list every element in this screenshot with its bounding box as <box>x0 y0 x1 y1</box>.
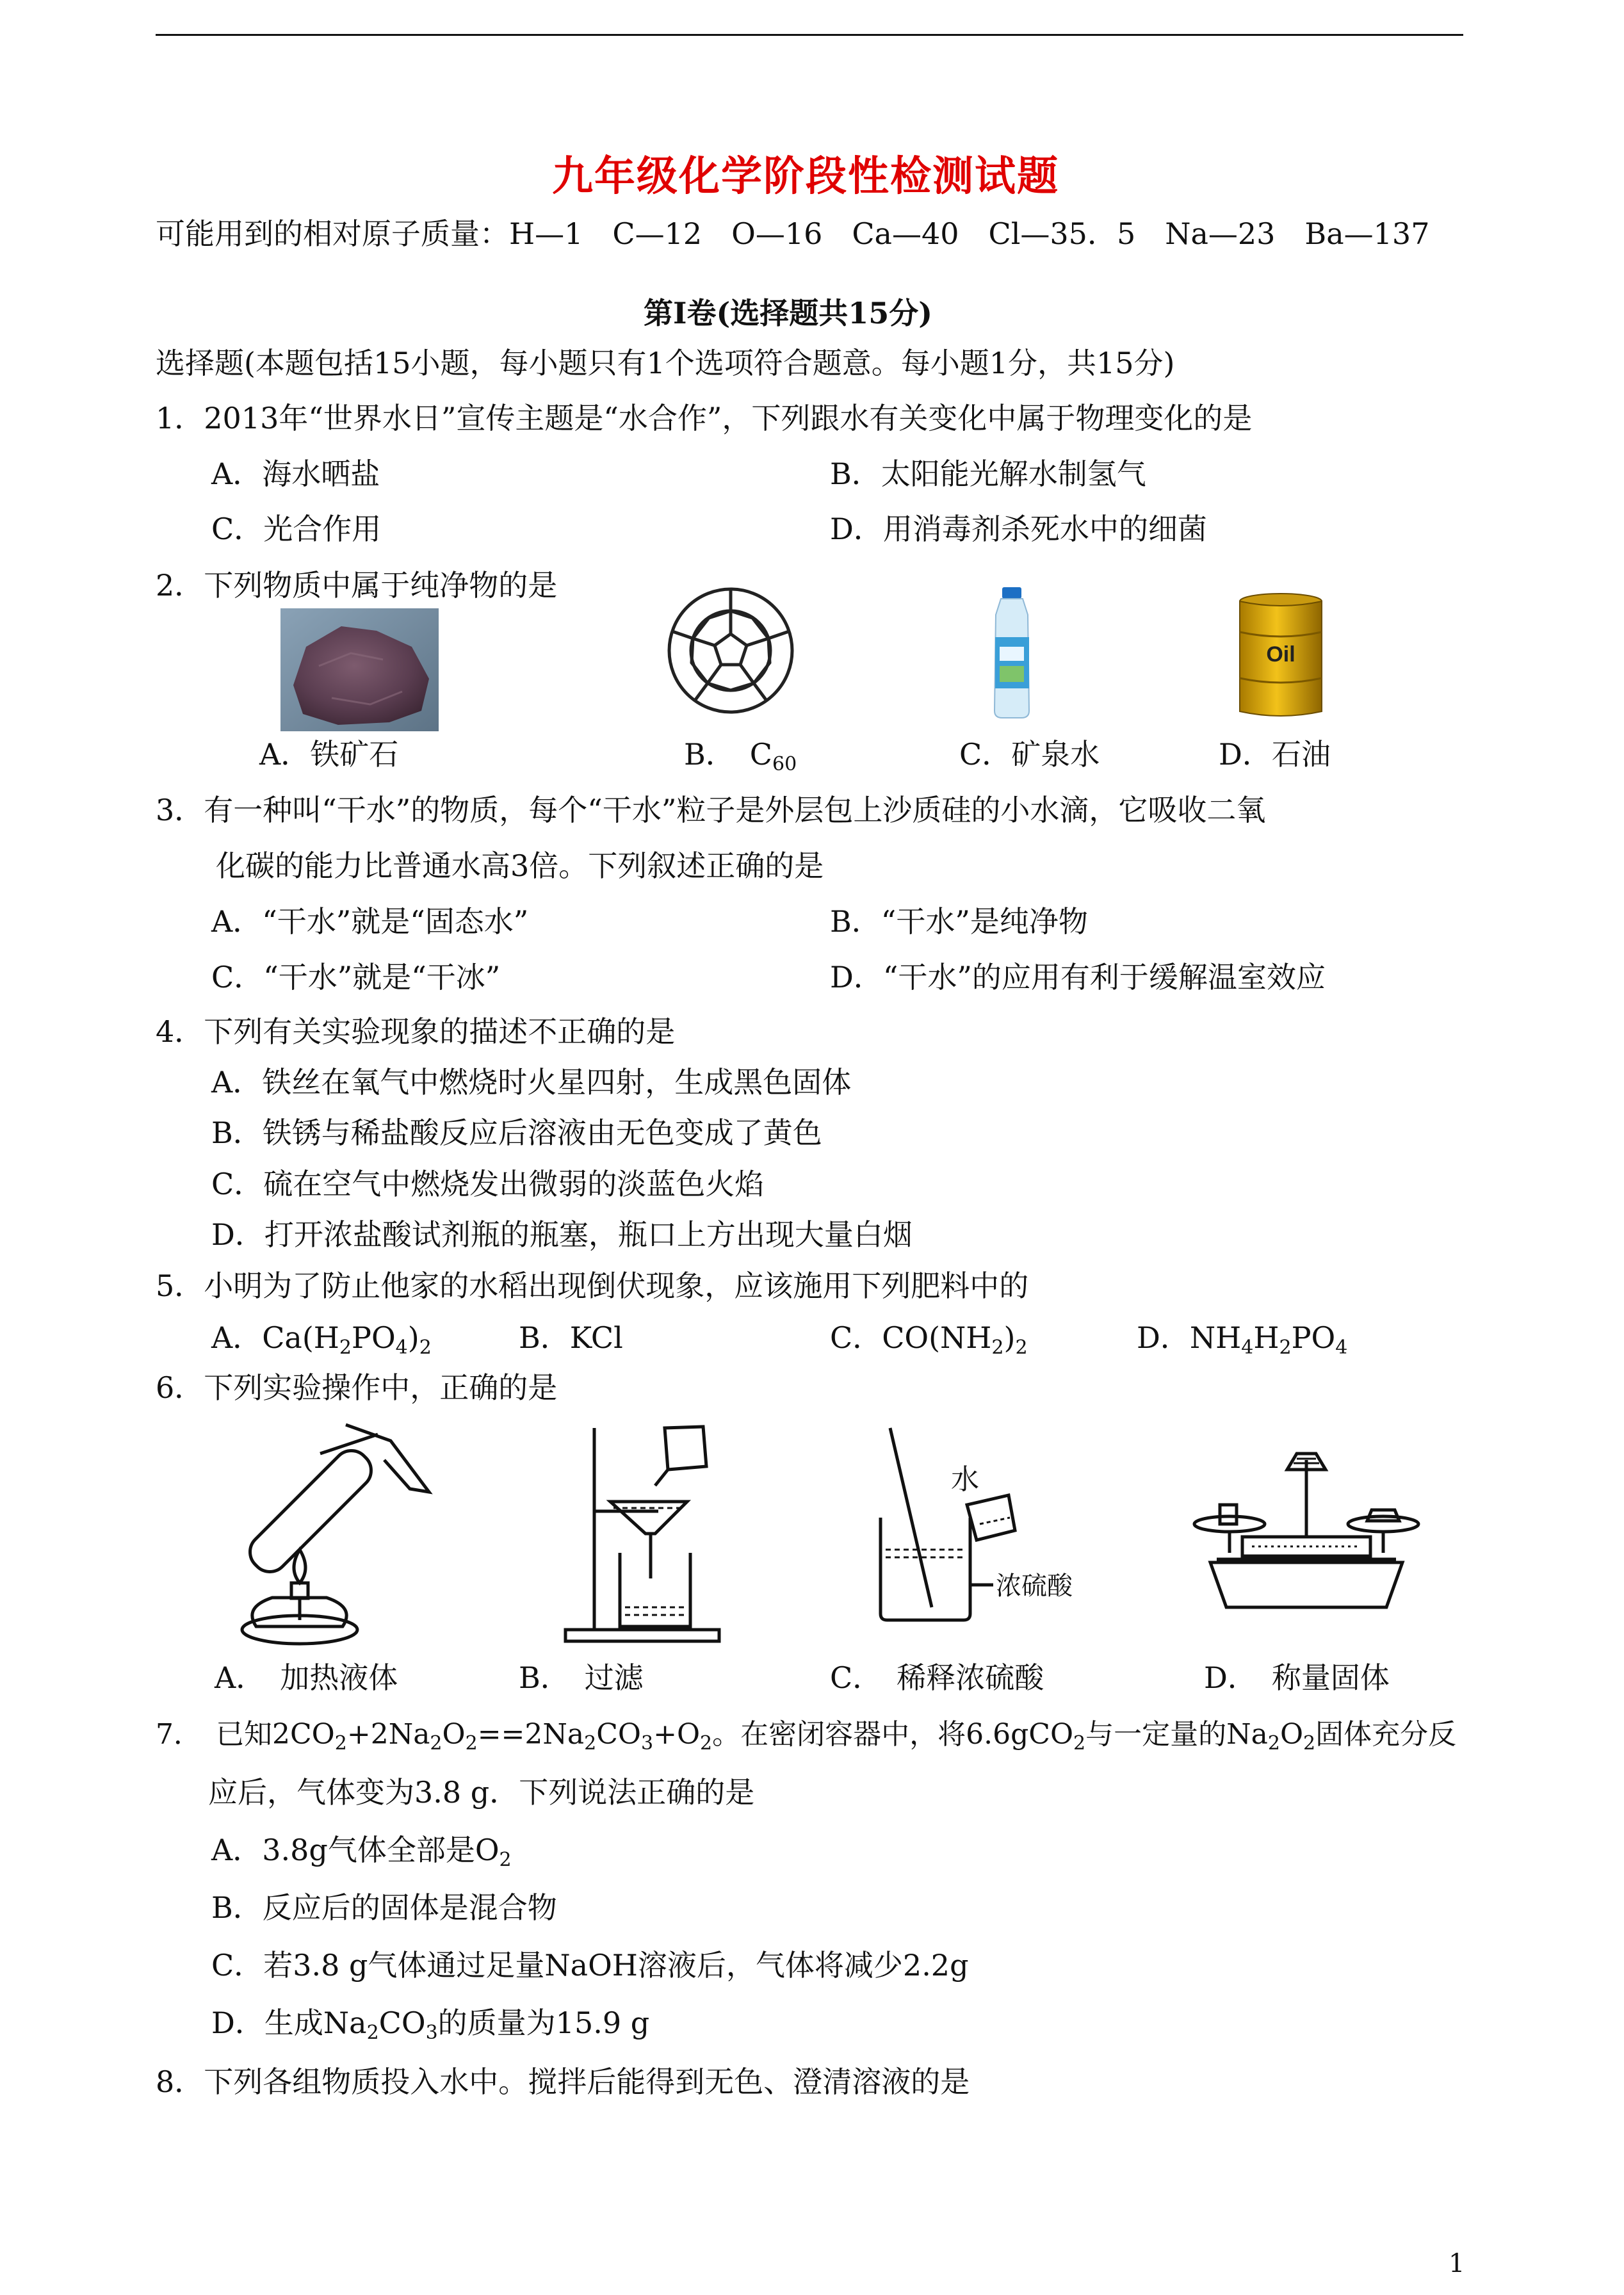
q5-option-d: D．$NH_4H_2PO_4$ <box>1137 1320 1348 1359</box>
q4-option-d: D．打开浓盐酸试剂瓶的瓶塞，瓶口上方出现大量白烟 <box>211 1217 913 1252</box>
dilute-acid-diagram <box>868 1415 1073 1626</box>
q4-option-b: B．铁锈与稀盐酸反应后溶液由无色变成了黄色 <box>211 1115 822 1150</box>
q3-stem-line1: 3．有一种叫“干水”的物质，每个“干水”粒子是外层包上沙质硅的小水滴，它吸收二氧 <box>156 793 1266 827</box>
q7-option-d: D．生成$Na_2CO_3$的质量为15.9 g <box>211 2006 650 2044</box>
q6-option-b: B． 过滤 <box>519 1660 644 1695</box>
q1-option-a: A．海水晒盐 <box>211 457 380 491</box>
q6-option-c: C． 稀释浓硫酸 <box>830 1660 1044 1695</box>
q8-stem: 8．下列各组物质投入水中。搅拌后能得到无色、澄清溶液的是 <box>156 2064 970 2099</box>
top-rule <box>156 34 1463 36</box>
acid-label: 浓硫酸 <box>996 1571 1073 1601</box>
q5-stem: 5．小明为了防止他家的水稻出现倒伏现象，应该施用下列肥料中的 <box>156 1269 1029 1303</box>
filtration-diagram <box>549 1415 735 1646</box>
q2-option-a: A．铁矿石 <box>259 737 399 772</box>
c60-molecule-image <box>663 583 799 718</box>
q3-option-d: D．“干水”的应用有利于缓解温室效应 <box>830 960 1326 994</box>
q3-option-c: C．“干水”就是“干冰” <box>211 960 501 994</box>
q7-stem-line1: 7． 已知$2CO_2+2Na_2O_2==2Na_2CO_3+O_2$。在密闭容器中，将6.6gCO$_2$与一定量的$Na_2O_2$固体充分反 <box>156 1718 1457 1755</box>
q7-option-a: A．3.8g气体全部是$O_2$ <box>211 1833 512 1871</box>
q4-option-a: A．铁丝在氧气中燃烧时火星四射，生成黑色固体 <box>211 1065 852 1099</box>
q1-stem: 1．2013年“世界水日”宣传主题是“水合作”，下列跟水有关变化中属于物理变化的是 <box>156 401 1253 435</box>
q3-option-b: B．“干水”是纯净物 <box>830 904 1088 939</box>
q5-option-c: C．$CO(NH_2)_2$ <box>830 1320 1028 1359</box>
heating-liquid-diagram <box>218 1415 455 1652</box>
water-label: 水 <box>951 1463 979 1496</box>
q7-stem-line2: 应后，气体变为3.8 g．下列说法正确的是 <box>208 1775 755 1810</box>
section-instructions: 选择题(本题包括15小题，每小题只有1个选项符合题意。每小题1分，共15分) <box>156 346 1175 380</box>
q2-option-d: D．石油 <box>1219 737 1331 772</box>
q2-option-c: C．矿泉水 <box>959 737 1100 772</box>
q5-option-a: A．$Ca(H_2PO_4)_2$ <box>211 1320 432 1359</box>
q6-stem: 6．下列实验操作中，正确的是 <box>156 1370 558 1405</box>
balance-diagram <box>1191 1434 1422 1626</box>
exam-title: 九年级化学阶段性检测试题 <box>552 152 1059 200</box>
q7-option-b: B．反应后的固体是混合物 <box>211 1890 557 1925</box>
q6-option-a: A． 加热液体 <box>215 1660 398 1695</box>
mineral-water-image <box>983 586 1041 720</box>
q1-option-d: D．用消毒剂杀死水中的细菌 <box>830 512 1207 546</box>
q4-option-c: C．硫在空气中燃烧发出微弱的淡蓝色火焰 <box>211 1167 765 1201</box>
q1-option-c: C．光合作用 <box>211 512 382 546</box>
q3-option-a: A．“干水”就是“固态水” <box>211 904 529 939</box>
q1-option-b: B．太阳能光解水制氢气 <box>830 457 1146 491</box>
q3-stem-line2: 化碳的能力比普通水高3倍。下列叙述正确的是 <box>216 848 824 883</box>
q5-option-b: B．KCl <box>519 1320 623 1355</box>
section-title: 第Ⅰ卷(选择题共15分) <box>644 296 933 330</box>
q2-option-b: B． $C_{60}$ <box>684 737 797 775</box>
oil-label: Oil <box>1266 642 1295 667</box>
page-number: 1 <box>1449 2249 1465 2278</box>
q6-option-d: D． 称量固体 <box>1204 1660 1390 1695</box>
q4-stem: 4．下列有关实验现象的描述不正确的是 <box>156 1014 676 1049</box>
q7-option-c: C．若3.8 g气体通过足量NaOH溶液后，气体将减少2.2g <box>211 1948 969 1983</box>
iron-ore-image <box>280 608 439 731</box>
atomic-masses: 可能用到的相对原子质量：H—1 C—12 O—16 Ca—40 Cl—35．5 Na—23 Ba—137 <box>156 216 1430 251</box>
q2-stem: 2．下列物质中属于纯净物的是 <box>156 568 558 603</box>
oil-barrel-image <box>1236 592 1326 720</box>
